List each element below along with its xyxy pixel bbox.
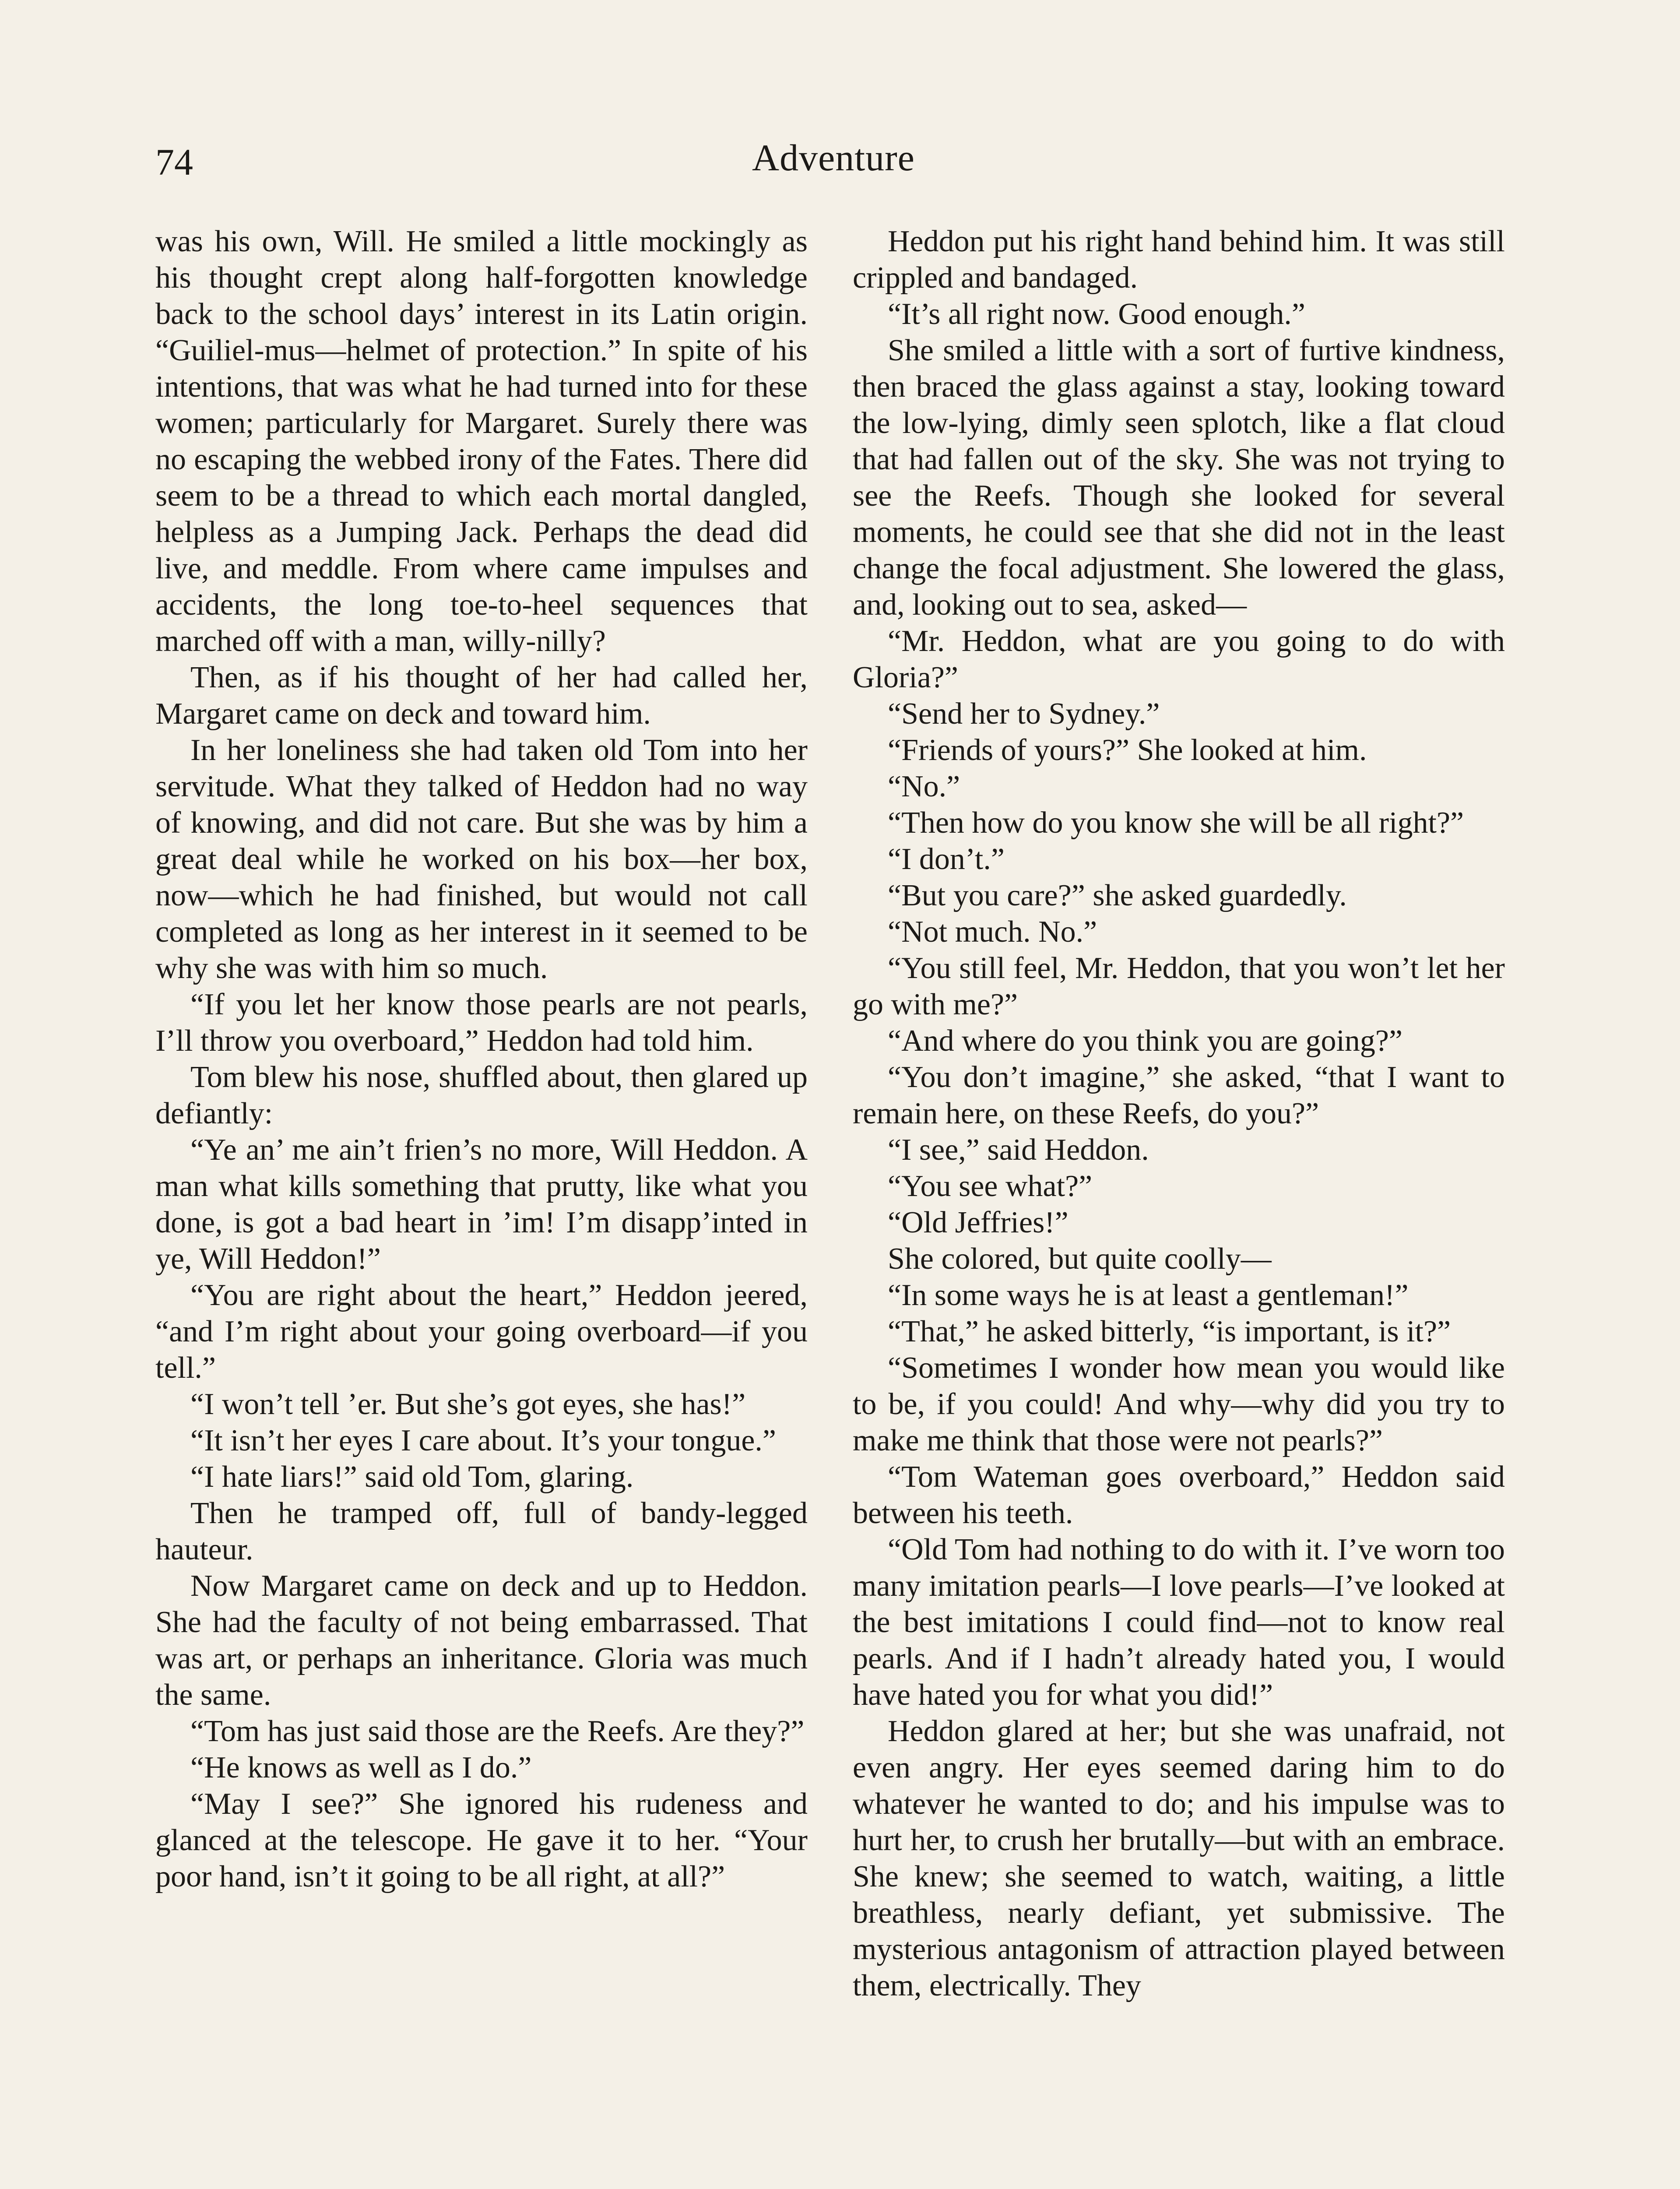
paragraph: “May I see?” She ignored his rudeness and glanced at the telescope. He gave it to her. “Your poor hand, isn’t it going to be all right, at all?” — [155, 1787, 808, 1893]
paragraph: “You are right about the heart,” Heddon jeered, “and I’m right about your going overboard—if you tell.” — [155, 1278, 808, 1385]
paragraph: “Tom Wateman goes overboard,” Heddon said between his teeth. — [853, 1460, 1505, 1530]
paragraph: “It isn’t her eyes I care about. It’s your tongue.” — [190, 1424, 776, 1457]
paragraph: She colored, but quite coolly— — [888, 1242, 1272, 1276]
paragraph: “And where do you think you are going?” — [888, 1024, 1403, 1058]
paragraph: Heddon put his right hand behind him. It was still crippled and bandaged. — [853, 225, 1505, 295]
paragraph: “Send her to Sydney.” — [888, 697, 1160, 731]
paragraph: “Friends of yours?” She looked at him. — [888, 733, 1367, 767]
paragraph: “Mr. Heddon, what are you going to do with Gloria?” — [853, 624, 1505, 694]
paragraph: Heddon glared at her; but she was unafraid, not even angry. Her eyes seemed daring him to do whatever he wanted to do; and his impulse was to hurt her, to crush her brutally—but with an embrace. She knew; she seemed to watch, waiting, a little breathless, nearly defiant, yet submissive. The mysterious antagonism of attraction played between them, electrically. They — [853, 1714, 1505, 2002]
paragraph: Now Margaret came on deck and up to Heddon. She had the faculty of not being embarrassed. That was art, or perhaps an inheritance. Gloria was much the same. — [155, 1569, 808, 1712]
page-header — [155, 127, 1511, 193]
paragraph: “I won’t tell ’er. But she’s got eyes, she has!” — [190, 1387, 746, 1421]
page-number: 74 — [155, 141, 193, 183]
left-column — [155, 223, 808, 1895]
paragraph: “You don’t imagine,” she asked, “that I want to remain here, on these Reefs, do you?” — [853, 1060, 1505, 1130]
paragraph: “Ye an’ me ain’t frien’s no more, Will Heddon. A man what kills something that prutty, like what you done, is got a bad heart in ’im! I’m disapp’inted in ye, Will Heddon!” — [155, 1133, 808, 1276]
paragraph: Tom blew his nose, shuffled about, then glared up defiantly: — [155, 1060, 808, 1130]
paragraph: “Old Tom had nothing to do with it. I’ve worn too many imitation pearls—I love pearls—I’ve looked at the best imitations I could find—not to know real pearls. And if I hadn’t already hated you, I would have hated you for what you did!” — [853, 1533, 1505, 1712]
paragraph: “I see,” said Heddon. — [888, 1133, 1149, 1167]
paragraph: “In some ways he is at least a gentleman!” — [888, 1278, 1409, 1312]
running-title: Adventure — [752, 137, 915, 179]
paragraph: “If you let her know those pearls are not pearls, I’ll throw you overboard,” Heddon had told him. — [155, 988, 808, 1058]
paragraph: was his own, Will. He smiled a little mockingly as his thought crept along half-forgotten knowledge back to the school days’ interest in its Latin origin. “Guiliel-mus—helmet of protection.” In spite of his intentions, that was what he had turned into for these women; particularly for Margaret. Surely there was no escaping the webbed irony of the Fates. There did seem to be a thread to which each mortal dangled, helpless as a Jumping Jack. Perhaps the dead did live, and meddle. From where came impulses and accidents, the long toe-to-heel sequences that marched off with a man, willy-nilly? — [155, 225, 808, 658]
paragraph: “Tom has just said those are the Reefs. Are they?” — [190, 1714, 805, 1748]
paragraph: “No.” — [888, 770, 960, 803]
paragraph: “He knows as well as I do.” — [190, 1751, 532, 1784]
paragraph: “Sometimes I wonder how mean you would like to be, if you could! And why—why did you try to make me think that those were not pearls?” — [853, 1351, 1505, 1457]
paragraph: “I don’t.” — [888, 842, 1005, 876]
paragraph: “That,” he asked bitterly, “is important, is it?” — [888, 1315, 1451, 1348]
paragraph: Then, as if his thought of her had called her, Margaret came on deck and toward him. — [155, 661, 808, 731]
paragraph: “Not much. No.” — [888, 915, 1097, 949]
paragraph: She smiled a little with a sort of furtive kindness, then braced the glass against a stay, looking toward the low-lying, dimly seen splotch, like a flat cloud that had fallen out of the sky. She was not trying to see the Reefs. Though she looked for several moments, he could see that she did not in the least change the focal adjustment. She lowered the glass, and, looking out to sea, asked— — [853, 334, 1505, 622]
paragraph: Then he tramped off, full of bandy-legged hauteur. — [155, 1496, 808, 1566]
paragraph: In her loneliness she had taken old Tom into her servitude. What they talked of Heddon had no way of knowing, and did not care. But she was by him a great deal while he worked on his box—her box, now—which he had finished, but would not call completed as long as her interest in it seemed to be why she was with him so much. — [155, 733, 808, 985]
paragraph: “It’s all right now. Good enough.” — [888, 297, 1305, 331]
paragraph: “Old Jeffries!” — [888, 1206, 1068, 1239]
paragraph: “I hate liars!” said old Tom, glaring. — [190, 1460, 634, 1494]
paragraph: “You see what?” — [888, 1169, 1093, 1203]
paragraph: “You still feel, Mr. Heddon, that you won’t let her go with me?” — [853, 951, 1505, 1021]
paragraph: “Then how do you know she will be all right?” — [888, 806, 1464, 840]
right-column — [853, 223, 1505, 2004]
paragraph: “But you care?” she asked guardedly. — [888, 879, 1347, 912]
